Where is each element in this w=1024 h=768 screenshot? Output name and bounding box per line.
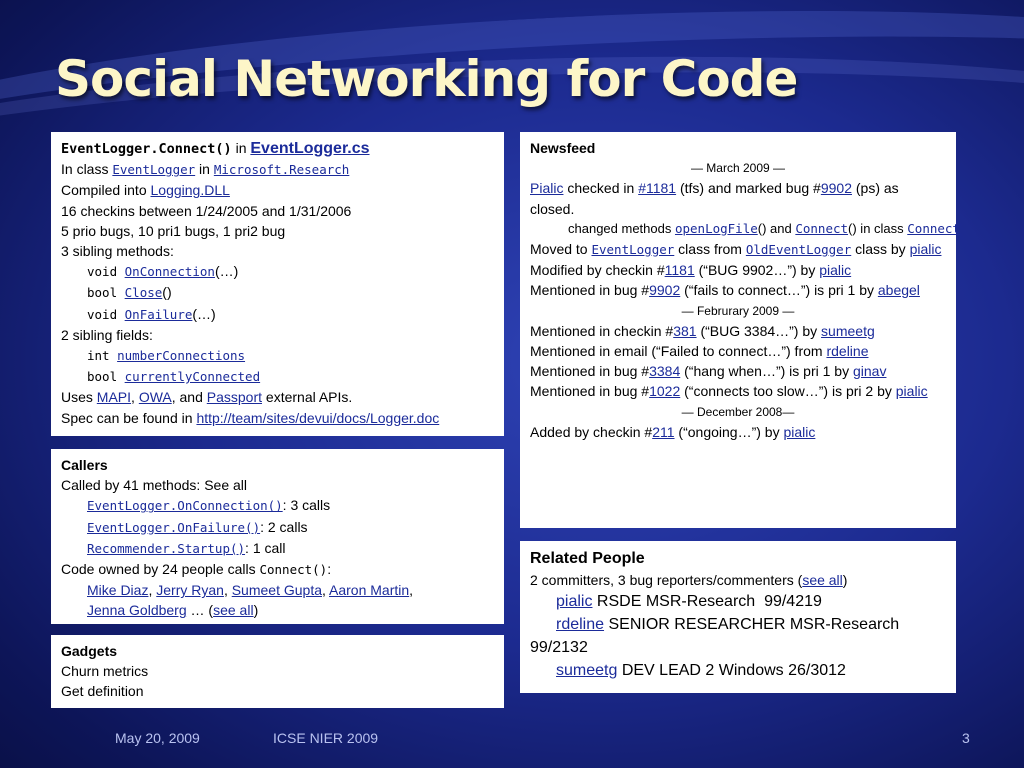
summary-text: ) <box>842 572 848 588</box>
related-people-header: Related People <box>530 550 645 567</box>
slide-title: Social Networking for Code <box>55 50 798 108</box>
news-text: () in class <box>848 220 908 236</box>
news-item <box>530 381 946 401</box>
spec-line <box>61 408 494 428</box>
separator: , <box>148 582 157 599</box>
checkins-line: 16 checkins between 1/24/2005 and 1/31/2006 <box>61 202 352 219</box>
class-link[interactable]: EventLogger <box>112 162 196 178</box>
sibling-field-row <box>61 345 494 366</box>
dll-link[interactable]: Logging.DLL <box>150 182 230 199</box>
sibling-field-link[interactable]: numberConnections <box>117 348 246 364</box>
person-link[interactable]: Sumeet Gupta <box>231 582 322 599</box>
sibling-method-row <box>61 304 494 325</box>
method-name: EventLogger.Connect() <box>61 141 232 157</box>
gadget-get-definition[interactable]: Get definition <box>61 683 144 700</box>
news-text: (“connects too slow…”) is pri 2 by <box>680 383 896 400</box>
news-text: Added by checkin # <box>530 423 653 440</box>
bug-link[interactable]: 1022 <box>649 383 681 400</box>
see-all-owners-link[interactable]: see all <box>213 602 254 619</box>
news-text: Mentioned in bug # <box>530 282 650 299</box>
person-link[interactable]: Jenna Goldberg <box>87 602 187 619</box>
gadgets-header: Gadgets <box>61 643 118 659</box>
user-link[interactable]: pialic <box>909 241 942 258</box>
sibling-method-args: (…) <box>214 263 239 280</box>
news-text: (“BUG 3384…”) by <box>696 322 822 339</box>
method-link[interactable]: openLogFile <box>674 220 758 236</box>
class-in-text: in <box>195 161 214 178</box>
class-line <box>61 159 494 180</box>
method-link[interactable]: Connect <box>795 220 849 236</box>
bugs-line: 5 prio bugs, 10 pri1 bugs, 1 pri2 bug <box>61 222 286 239</box>
compiled-line <box>61 180 494 200</box>
separator: , and <box>171 389 207 406</box>
see-all-related-link[interactable]: see all <box>802 572 843 588</box>
caller-row <box>61 538 494 559</box>
uses-suffix: external APIs. <box>262 389 353 406</box>
related-user-info: RSDE MSR-Research 99/4219 <box>592 593 822 610</box>
newsfeed-panel <box>520 132 960 528</box>
owned-code: Connect() <box>259 562 328 578</box>
owned-by-line <box>61 559 494 580</box>
sibling-method-type: void <box>87 264 125 280</box>
caller-row <box>61 517 494 538</box>
user-link[interactable]: pialic <box>819 262 852 279</box>
sibling-method-args: (…) <box>192 305 216 322</box>
sibling-method-type: bool <box>87 285 125 301</box>
news-text: Modified by checkin # <box>530 262 665 279</box>
person-link[interactable]: Jerry Ryan <box>156 582 224 599</box>
owned-suffix: : <box>327 561 332 578</box>
owned-prefix: Code owned by 24 people calls <box>61 561 260 578</box>
news-item <box>530 280 946 300</box>
footer-date: May 20, 2009 <box>115 730 200 746</box>
news-text: (“fails to connect…”) is pri 1 by <box>680 282 878 299</box>
user-link[interactable]: pialic <box>783 423 816 440</box>
related-person-row <box>530 659 946 682</box>
user-link[interactable]: ginav <box>852 363 887 380</box>
news-subitem <box>530 219 960 239</box>
news-item <box>530 341 946 361</box>
related-user-link[interactable]: pialic <box>556 593 593 610</box>
separator: , <box>131 389 139 406</box>
related-person-row <box>530 613 946 659</box>
person-link[interactable]: Aaron Martin <box>329 582 410 599</box>
method-info-panel <box>51 132 504 436</box>
caller-row <box>61 495 494 516</box>
news-text: class by <box>851 241 910 258</box>
news-item <box>530 260 946 280</box>
sibling-field-type: bool <box>87 369 125 385</box>
related-user-link[interactable]: sumeetg <box>556 662 618 679</box>
news-text: Mentioned in bug # <box>530 383 650 400</box>
class-link[interactable]: OldEventLogger <box>745 242 852 258</box>
callers-header: Callers <box>61 457 108 473</box>
news-text: Mentioned in email (“Failed to connect…”) from <box>530 343 827 360</box>
summary-text: 2 committers, 3 bug reporters/commenters ( <box>530 572 803 588</box>
bug-link[interactable]: 3384 <box>649 363 681 380</box>
date-separator: — March 2009 — <box>690 161 786 176</box>
checkin-link[interactable]: 381 <box>673 322 697 339</box>
date-separator: — Februrary 2009 — <box>681 303 795 318</box>
owner-list-row <box>61 580 494 600</box>
caller-link[interactable]: EventLogger.OnConnection() <box>87 498 283 514</box>
sibling-method-args: () <box>162 284 172 301</box>
sibling-method-link[interactable]: OnConnection <box>124 264 215 280</box>
slide-number: 3 <box>962 730 970 746</box>
caller-link[interactable]: EventLogger.OnFailure() <box>87 519 261 535</box>
news-text: (“ongoing…”) by <box>674 423 784 440</box>
caller-count: : 3 calls <box>282 497 331 514</box>
method-header <box>61 138 494 159</box>
separator: , <box>409 582 414 599</box>
sibling-methods-header: 3 sibling methods: <box>61 243 174 260</box>
related-user-link[interactable]: rdeline <box>556 616 605 633</box>
newsfeed-header: Newsfeed <box>530 140 596 156</box>
separator: , <box>322 582 330 599</box>
class-link[interactable]: EventLogger <box>591 242 675 258</box>
news-text: Moved to <box>530 241 592 258</box>
news-text: Mentioned in bug # <box>530 363 650 380</box>
related-people-panel <box>520 541 956 693</box>
sibling-field-link[interactable]: currentlyConnected <box>124 369 261 385</box>
caller-count: : 1 call <box>245 539 286 556</box>
date-separator: — December 2008— <box>681 404 795 419</box>
news-item <box>530 239 946 260</box>
user-link[interactable]: rdeline <box>826 343 869 360</box>
separator: , <box>223 582 232 599</box>
news-item <box>530 178 946 218</box>
checkin-link[interactable]: 1181 <box>664 262 695 279</box>
sibling-method-row <box>61 282 494 303</box>
checkin-link[interactable]: #1181 <box>638 180 677 197</box>
user-link[interactable]: pialic <box>895 383 928 400</box>
spec-link[interactable]: http://team/sites/devui/docs/Logger.doc <box>196 409 440 426</box>
file-link[interactable]: EventLogger.cs <box>250 140 370 157</box>
gadgets-panel <box>51 635 504 708</box>
related-user-info: DEV LEAD 2 Windows 26/3012 <box>617 662 846 679</box>
ellipsis-text: … ( <box>186 602 214 619</box>
bug-link[interactable]: 9902 <box>649 282 681 299</box>
api-link-owa[interactable]: OWA <box>138 389 172 406</box>
related-person-row <box>530 590 946 613</box>
uses-apis-line <box>61 387 494 407</box>
user-link[interactable]: abegel <box>877 282 920 299</box>
called-by-line: Called by 41 methods: See all <box>61 477 247 494</box>
news-text: (“BUG 9902…”) by <box>694 262 820 279</box>
related-user-info: SENIOR RESEARCHER MSR-Research 99/2132 <box>530 616 900 656</box>
related-summary <box>530 570 946 590</box>
owner-list-row <box>61 600 494 620</box>
callers-panel <box>51 449 504 624</box>
news-item <box>530 422 946 442</box>
uses-prefix: Uses <box>61 389 97 406</box>
news-item <box>530 321 946 341</box>
class-prefix: In class <box>61 161 113 178</box>
person-link[interactable]: Mike Diaz <box>87 582 149 599</box>
sibling-method-row <box>61 261 494 282</box>
class-link[interactable]: Connect <box>907 220 960 236</box>
sibling-fields-header: 2 sibling fields: <box>61 326 153 343</box>
sibling-method-type: void <box>87 306 125 322</box>
compiled-prefix: Compiled into <box>61 182 151 199</box>
footer-conference: ICSE NIER 2009 <box>273 730 379 746</box>
news-text: Mentioned in checkin # <box>530 322 674 339</box>
news-text: (tfs) and marked bug # <box>676 180 821 197</box>
gadget-churn-metrics[interactable]: Churn metrics <box>61 663 149 680</box>
namespace-link[interactable]: Microsoft.Research <box>213 162 350 178</box>
caller-count: : 2 calls <box>260 518 308 535</box>
news-text: changed methods <box>568 220 675 236</box>
checkin-link[interactable]: 211 <box>652 423 675 440</box>
sibling-field-row <box>61 366 494 387</box>
news-text: class from <box>674 241 746 258</box>
news-text: (ps) as closed. <box>530 180 899 217</box>
news-item <box>530 361 946 381</box>
user-link[interactable]: sumeetg <box>821 322 875 339</box>
news-text: () and <box>757 220 796 236</box>
news-text: (“hang when…”) is pri 1 by <box>680 363 853 380</box>
spec-prefix: Spec can be found in <box>61 409 197 426</box>
sibling-method-link[interactable]: OnFailure <box>124 306 193 322</box>
sibling-field-type: int <box>87 348 118 364</box>
api-link-mapi[interactable]: MAPI <box>96 389 132 406</box>
api-link-passport[interactable]: Passport <box>206 389 263 406</box>
close-paren: ) <box>253 602 259 619</box>
in-text: in <box>231 140 251 156</box>
user-link[interactable]: Pialic <box>530 180 564 197</box>
caller-link[interactable]: Recommender.Startup() <box>87 540 246 556</box>
sibling-method-link[interactable]: Close <box>124 285 163 301</box>
news-text: checked in <box>563 180 639 197</box>
bug-link[interactable]: 9902 <box>820 180 852 197</box>
